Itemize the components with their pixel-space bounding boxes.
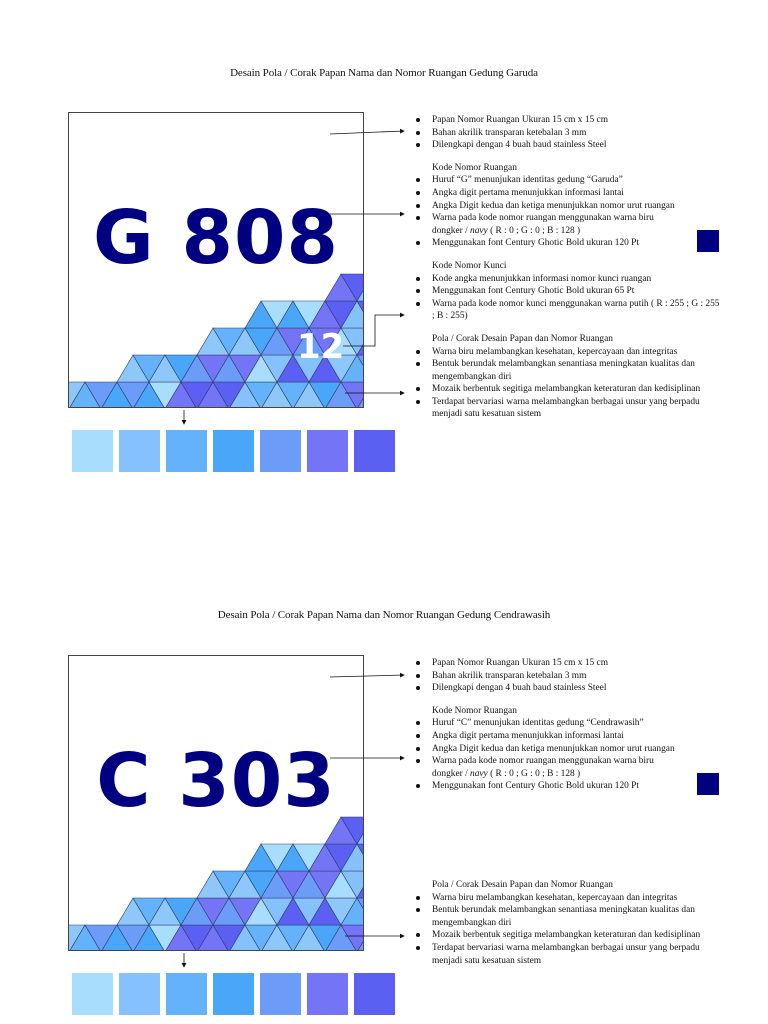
key-code: 12 [297, 327, 345, 367]
spec-item: Dilengkapi dengan 4 buah baud stainless Steel [412, 682, 722, 695]
room-code-heading: Kode Nomor Ruangan [432, 162, 517, 173]
note-item: Angka Digit kedua dan ketiga menunjukkan nomor urut ruangan [412, 200, 722, 213]
note-item: Huruf “G” menunjukan identitas gedung “Garuda” [412, 174, 722, 187]
note-item: Menggunakan font Century Ghotic Bold ukuran 65 Pt [412, 285, 722, 298]
spec-item: Bahan akrilik transparan ketebalan 3 mm [412, 127, 722, 140]
section-title-cendrawasih: Desain Pola / Corak Papan Nama dan Nomor Ruangan Gedung Cendrawasih [217, 609, 551, 621]
note-item: Menggunakan font Century Ghotic Bold ukuran 120 Pt [412, 237, 722, 250]
note-item: Warna pada kode nomor kunci menggunakan warna putih ( R : 255 ; G : 255 ; B : 255) [412, 298, 722, 323]
room-code: G 808 [93, 195, 339, 281]
spec-item: Dilengkapi dengan 4 buah baud stainless Steel [412, 139, 722, 152]
room-code: C 303 [96, 738, 336, 824]
arrow-icon [330, 131, 404, 134]
pattern-heading: Pola / Corak Desain Papan dan Nomor Ruangan [432, 333, 613, 344]
spec-item: Papan Nomor Ruangan Ukuran 15 cm x 15 cm [412, 657, 722, 670]
note-item: Terdapat bervariasi warna melambangkan berbagai unsur yang berpadu menjadi satu kesatuan sistem [412, 942, 722, 967]
section-title-garuda: Desain Pola / Corak Papan Nama dan Nomor Ruangan Gedung Garuda [230, 67, 538, 79]
note-item: Bentuk berundak melambangkan senantiasa meningkatan kualitas dan mengembangkan diri [412, 904, 722, 929]
room-code-heading: Kode Nomor Ruangan [432, 705, 517, 716]
spec-item: Bahan akrilik transparan ketebalan 3 mm [412, 670, 722, 683]
note-text: ( R : 0 ; G : 0 ; B : 128 ) [487, 768, 581, 779]
note-item: Angka Digit kedua dan ketiga menunjukkan nomor urut ruangan [412, 743, 722, 756]
note-text: navy [470, 768, 488, 779]
note-item: Menggunakan font Century Ghotic Bold ukuran 120 Pt [412, 780, 722, 793]
pattern-heading: Pola / Corak Desain Papan dan Nomor Ruangan [432, 879, 613, 890]
note-item: Angka digit pertama menunjukkan informasi lantai [412, 730, 722, 743]
note-text: dongker / [432, 225, 471, 236]
arrow-icon [330, 675, 404, 677]
note-text: navy [470, 225, 488, 236]
note-item: Angka digit pertama menunjukkan informasi lantai [412, 187, 722, 200]
note-text: Warna pada kode nomor ruangan menggunakan warna biru [432, 756, 654, 767]
note-item: Bentuk berundak melambangkan senantiasa meningkatan kualitas dan mengembangkan diri [412, 358, 722, 383]
note-text: ( R : 0 ; G : 0 ; B : 128 ) [487, 225, 581, 236]
spec-item: Papan Nomor Ruangan Ukuran 15 cm x 15 cm [412, 114, 722, 127]
arrow-icon [343, 315, 404, 346]
note-item: Terdapat bervariasi warna melambangkan berbagai unsur yang berpadu menjadi satu kesatuan sistem [412, 396, 722, 421]
note-text: dongker / [432, 768, 471, 779]
note-item: Huruf “C” menunjukan identitas gedung “Cendrawasih” [412, 717, 722, 730]
note-item: Mozaik berbentuk segitiga melambangkan keteraturan dan kedisiplinan [412, 929, 722, 942]
note-item: Warna biru melambangkan kesehatan, kepercayaan dan integritas [412, 892, 722, 905]
note-item: Kode angka menunjukkan informasi nomor kunci ruangan [412, 273, 722, 286]
note-item: Warna biru melambangkan kesehatan, kepercayaan dan integritas [412, 346, 722, 359]
note-item: Mozaik berbentuk segitiga melambangkan keteraturan dan kedisiplinan [412, 383, 722, 396]
key-code-heading: Kode Nomor Kunci [432, 260, 507, 271]
note-text: Warna pada kode nomor ruangan menggunakan warna biru [432, 213, 654, 224]
